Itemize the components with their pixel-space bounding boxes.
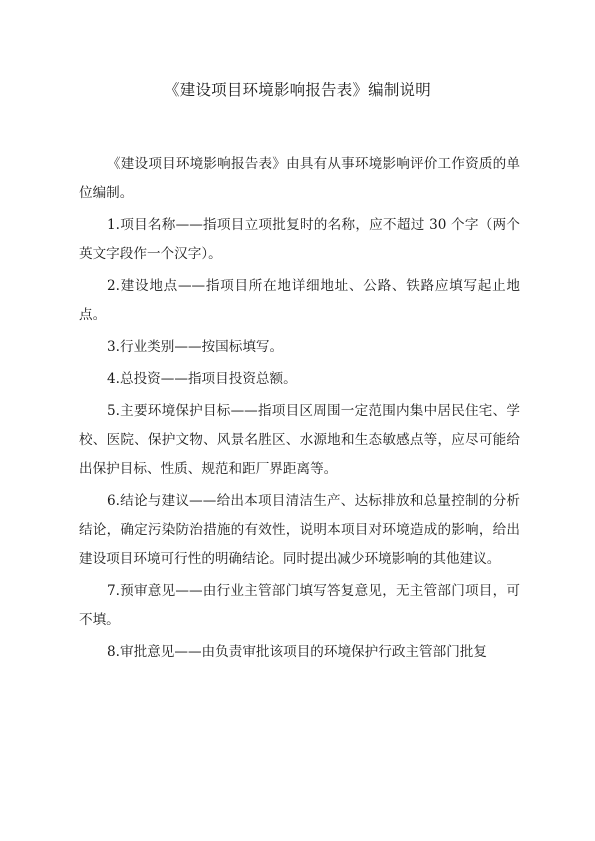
document-body	[79, 150, 520, 670]
item-protection-targets: 5.主要环境保护目标——指项目区周围一定范围内集中居民住宅、学校、医院、保护文物、风景名胜区、水源地和生态敏感点等，应尽可能给出保护目标、性质、规范和距厂界距离等。	[79, 403, 520, 477]
item-approval-opinion: 8.审批意见——由负责审批该项目的环境保护行政主管部门批复	[107, 644, 487, 660]
item-industry-category: 3.行业类别——按国标填写。	[107, 339, 284, 355]
item-construction-site: 2.建设地点——指项目所在地详细地址、公路、铁路应填写起止地点。	[79, 278, 520, 323]
intro-paragraph: 《建设项目环境影响报告表》由具有从事环境影响评价工作资质的单位编制。	[79, 156, 520, 201]
item-project-name: 1.项目名称——指项目立项批复时的名称，应不超过 30 个字（两个英文字段作一个汉字）。	[79, 217, 520, 262]
page-title: 《建设项目环境影响报告表》编制说明	[164, 81, 431, 99]
item-pre-review-opinion: 7.预审意见——由行业主管部门填写答复意见，无主管部门项目，可不填。	[79, 583, 520, 628]
item-conclusions: 6.结论与建议——给出本项目清洁生产、达标排放和总量控制的分析结论，确定污染防治措施的有效性，说明本项目对环境造成的影响，给出建设项目环境可行性的明确结论。同时提出减少环境影响的其他建议。	[79, 493, 520, 567]
item-total-investment: 4.总投资——指项目投资总额。	[107, 371, 297, 387]
